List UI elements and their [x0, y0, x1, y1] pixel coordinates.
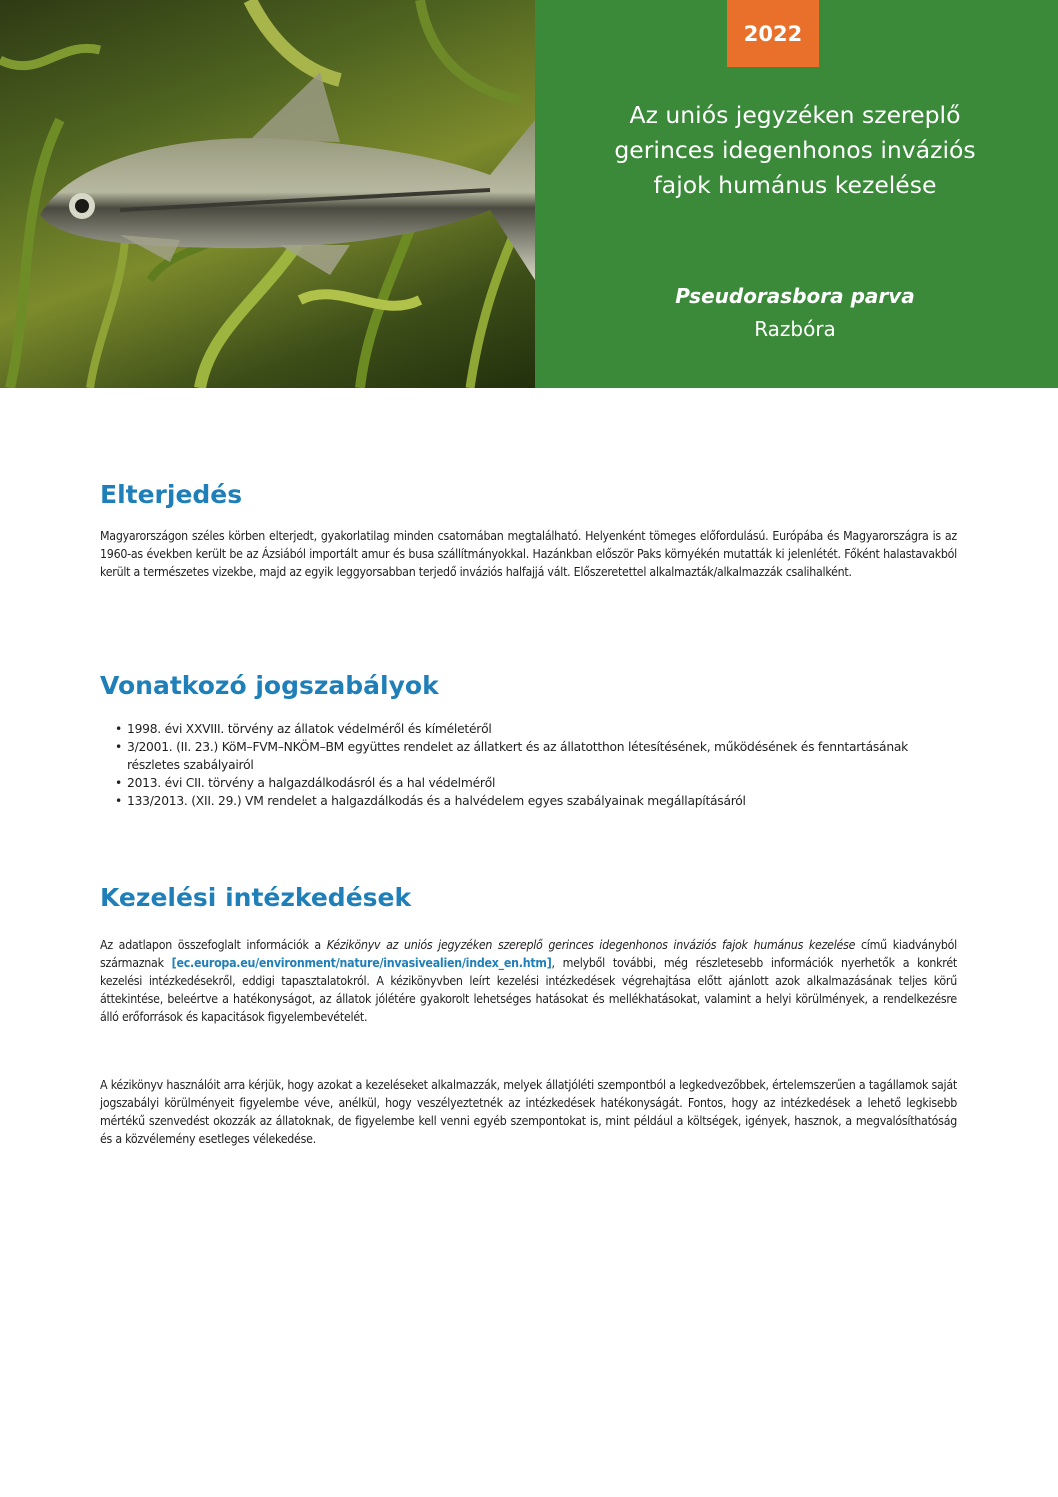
management-text: című kiadványból származnak — [100, 938, 958, 970]
distribution-text: Magyarországon széles körben elterjedt, gyakorlatilag minden csatornában megtalálható. Helyenként tömeges előfordulású. Európába és Magyarországra is az 1960-as években került be az Ázsiából importált amur és busa szállítmányokkal. Hazánkban először Paks környékén mutatták ki jelenlétét. Főként halastavakból került a természetes vizekbe, majd az egyik leggyorsabban terjedő inváziós halfajjá vált. Előszeretettel alkalmazták/alkalmazzák csalihalként. — [100, 529, 957, 579]
fish-photo-icon — [0, 0, 535, 388]
handbook-title: Kézikönyv az uniós jegyzéken szereplő gerinces idegenhonos inváziós fajok humánus kezelése — [326, 938, 856, 952]
list-item: • 1998. évi XXVIII. törvény az állatok védelméről és kíméletéről — [100, 720, 960, 738]
species-common-name: Razbóra — [754, 317, 836, 341]
laws-list — [100, 720, 960, 810]
page-title — [560, 98, 1030, 203]
section-title-laws: Vonatkozó jogszabályok — [100, 671, 439, 700]
title-line: Az uniós jegyzéken szereplő — [629, 101, 961, 129]
management-text: , melyből további, még részletesebb információk nyerhetők a konkrét kezelési intézkedésekről, eddigi tapasztalatokról. A kézikönyvben leírt kezelési intézkedések végrehajtása előtt ajánlott azok alkalmazásának teljes körű áttekintése, beleértve a hatékonyságot, az állatok jólétére gyakorolt lehetséges hatásokat és mellékhatásokat, valamint a helyi körülmények, a rendelkezésre álló erőforrások és kapacitások figyelembevételét. — [100, 956, 957, 1024]
species-latin-name: Pseudorasbora parva — [675, 284, 915, 308]
fish-photo — [0, 0, 535, 388]
list-item: • 2013. évi CII. törvény a halgazdálkodásról és a hal védelméről — [100, 774, 960, 792]
management-paragraph-1 — [100, 936, 957, 1026]
header — [0, 0, 1058, 388]
title-line: fajok humánus kezelése — [653, 171, 937, 199]
management-paragraph-2: A kézikönyv használóit arra kérjük, hogy azokat a kezeléseket alkalmazzák, melyek állatjóléti szempontból a legkedvezőbbek, értelemszerűen a tagállamok saját jogszabályi körülményeit figyelembe véve, anélkül, hogy veszélyeztetnék az intézkedések hatékonyságát. Fontos, hogy az intézkedések a lehető legkisebb mértékű szenvedést okozzák az állatoknak, de figyelembe kell venni egyéb szempontokat is, mint például a költségek, igények, hasznok, a megvalósíthatóság és a közvélemény esetleges vélekedése. — [100, 1078, 957, 1146]
section-title-management: Kezelési intézkedések — [100, 883, 412, 912]
list-item: • 3/2001. (II. 23.) KöM–FVM–NKÖM–BM együttes rendelet az állatkert és az állatotthon létesítésének, működésének és fenntartásának részletes szabályairól — [100, 738, 960, 774]
list-item: • 133/2013. (XII. 29.) VM rendelet a halgazdálkodás és a halvédelem egyes szabályainak megállapításáról — [100, 792, 960, 810]
year-badge: 2022 — [727, 0, 819, 67]
title-line: gerinces idegenhonos inváziós — [614, 136, 976, 164]
section-title-distribution: Elterjedés — [100, 480, 243, 509]
handbook-link[interactable]: [ec.europa.eu/environment/nature/invasivealien/index_en.htm] — [171, 956, 552, 970]
management-text: Az adatlapon összefoglalt információk a — [100, 938, 327, 952]
